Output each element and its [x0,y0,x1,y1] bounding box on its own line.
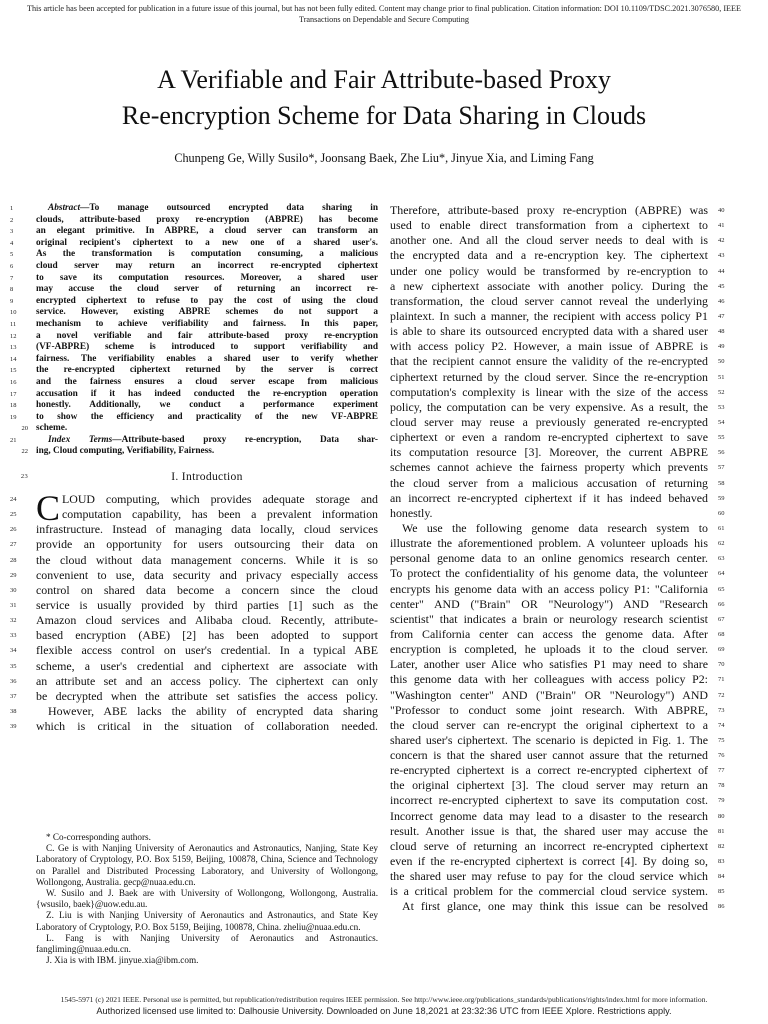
line-text: is able to share its outsourced encrypted data with a shared user [390,324,708,339]
text-line [10,318,378,331]
line-number: 19 [10,413,17,421]
line-text: To protect the confidentiality of his genome data, the volunteer [390,566,708,581]
text-line [390,384,725,400]
line-text: the shared user may refuse to pay for the cloud service which [390,869,708,884]
line-text: the re-encrypted ciphertext returned by the server is correct [36,365,378,376]
line-number: 29 [10,571,17,579]
text-line [390,339,725,354]
line-number: 53 [718,403,725,411]
text-line [10,295,378,308]
line-number: 2 [10,216,14,224]
line-text: its computation resource [3]. Moreover, the current ABPRE [390,445,708,460]
line-text: service. However, existing ABPRE schemes do not support a [36,307,378,318]
text-line [390,884,725,899]
text-line [10,353,378,366]
line-number: 14 [10,355,17,363]
line-text: plaintext. In such a manner, the recipient with access policy P1 [390,308,708,323]
line-number: 38 [10,708,17,716]
line-number: 81 [718,827,725,835]
line-number: 83 [718,858,725,866]
text-line [390,490,725,506]
text-line [10,643,378,658]
line-text: honestly. [390,505,433,520]
journal-header [20,4,748,25]
line-text: even if the re-encrypted ciphertext is correct [4]. By doing so, [390,854,708,869]
author-list: Chunpeng Ge, Willy Susilo*, Joonsang Baek, Zhe Liu*, Jinyue Xia, and Liming Fang [174,151,594,165]
line-text: "Professor to conduct some joint research. With ABPRE, [390,702,708,717]
line-text: cloud serve of returning an incorrect re-encrypted ciphertext [390,838,708,853]
line-number: 42 [718,237,725,245]
footnotes [36,832,378,966]
text-line [10,272,378,285]
text-line [390,581,725,597]
line-number: 32 [10,617,17,625]
text-line [10,203,378,215]
text-line [10,342,378,354]
line-text: the cloud server from a malicious accusation of returning [390,475,708,490]
line-number: 4 [10,239,14,247]
text-line [10,434,378,447]
text-line [390,611,725,627]
line-text: the original ciphertext [3]. The cloud server may return an [390,778,708,793]
text-line [390,763,725,778]
line-number: 9 [10,297,14,305]
line-number: 60 [718,509,725,517]
line-number: 5 [10,251,14,259]
line-number: 1 [10,205,14,212]
text-line [390,430,725,445]
line-text: policy, the computation can be very expensive. As a result, the [390,399,708,414]
line-number: 21 [10,436,17,444]
line-text: incorrect re-encrypted ciphertext to save its computation cost. [390,793,708,808]
text-line [10,214,378,227]
line-number: 36 [10,677,17,685]
line-number: 49 [718,343,725,351]
text-line [390,520,725,536]
line-number: 33 [10,632,17,640]
text-line [10,552,378,568]
lead-word: Abstract [48,203,81,213]
text-line [10,307,378,319]
line-text: cloud server may reuse a previously generated re-encrypted [390,414,708,429]
line-text: an elegant primitive. In ABPRE, a cloud server can transform an [36,226,378,237]
line-number: 23 [20,473,28,481]
text-line [390,657,725,672]
line-number: 37 [10,692,17,700]
line-text: flexible access control on user's credential. In a typical ABE [36,643,378,658]
line-number: 59 [718,494,725,502]
line-number: 11 [10,320,17,328]
line-text: control on shared data become a concern since the cloud [36,582,378,597]
text-line [390,793,725,808]
line-text: accusation if it has indeed conducted the re-encryption operation [36,388,378,399]
text-line [10,582,378,598]
line-number: 86 [718,903,725,911]
line-text: scheme. [36,423,68,434]
text-line [390,475,725,491]
line-text: this genome data with her colleagues with access policy P2: [390,672,708,687]
line-number: 43 [718,252,725,260]
line-text: under one policy would be transformed by re-encryption to [390,263,708,278]
line-number: 58 [718,479,725,487]
text-line [390,748,725,763]
text-line [10,388,378,401]
footnote: * Co-corresponding authors. [46,832,151,842]
line-number: 54 [718,418,725,426]
line-number: 48 [718,328,725,336]
line-text: schemes cannot achieve the fairness property which prevents [390,460,708,475]
line-number: 82 [718,842,725,850]
line-text: encrypted ciphertext to refuse to pay the cost of using the cloud [36,295,378,306]
line-number: 85 [718,888,725,896]
line-number: 47 [718,312,725,320]
line-number: 74 [718,721,725,729]
line-text: transformation, the cloud server cannot reveal the underlying [390,293,708,308]
text-line [390,445,725,460]
line-text: "Washington center" AND ("Brain" OR "Neurology") AND [390,687,708,702]
text-line [390,808,725,824]
line-number: 67 [718,615,725,623]
text-line [390,248,725,263]
text-line [390,293,725,309]
text-line [10,719,378,734]
footnote: W. Susilo and J. Baek are with University of Wollongong, Wollongong, Australia. {wsusilo, baek}@uow.edu.au. [36,888,378,910]
text-line [390,642,725,657]
text-line [390,505,725,521]
line-text: Index Terms—Attribute-based proxy re-encryption, Data shar- [48,434,378,445]
left-column [10,203,378,734]
text-line [390,233,725,248]
text-line [390,218,725,233]
line-text: As the transformation is computation consuming, a malicious [36,249,378,260]
line-number: 35 [10,662,17,670]
header-line-1: This article has been accepted for publication in a future issue of this journal, but has not been fully edited. Content may change prior to final publication. Citation information: DOI 10.1109/TDSC.2021.3076580, IEEE [26,4,742,13]
line-text: another one. And all the cloud server needs to deal with is [390,233,708,248]
line-number: 31 [10,602,17,610]
license-footer: Authorized licensed use limited to: Dalhousie University. Downloaded on June 18,2021 at 23:32:36 UTC from IEEE Xplore. Restrictions apply. [96,1006,672,1016]
text-line [390,778,725,793]
line-number: 68 [718,630,725,638]
text-line [390,399,725,415]
line-text: illustrate the aforementioned problem. A volunteer uploads his [390,536,708,551]
line-text: an incorrect re-encrypted ciphertext if it has indeed behaved [390,490,708,505]
text-line [10,376,378,389]
line-text: computation capability, has been a prevalent information [62,507,378,522]
line-number: 28 [10,556,17,564]
text-line [21,423,378,435]
line-number: 51 [718,373,725,381]
line-text: be decrypted when the attribute set satisfies the access policy. [36,688,378,703]
line-text: an attribute set and an access policy. The ciphertext can only [36,673,378,688]
line-text: is a critical problem for the commercial cloud service system. [390,884,708,899]
line-number: 61 [718,524,725,532]
lead-word: Index Terms [48,434,113,445]
section-title: I. Introduction [171,470,243,484]
line-number: 55 [718,434,725,442]
line-number: 72 [718,691,725,699]
line-number: 69 [718,646,725,654]
line-number: 71 [718,676,725,684]
line-number: 76 [718,752,725,760]
line-text: Abstract—To manage outsourced encrypted data sharing in [48,203,378,213]
line-number: 15 [10,367,17,375]
text-line [10,628,378,643]
line-number: 26 [10,526,17,534]
line-number: 18 [10,402,17,410]
line-text: service is usually provided by third parties [1] such as the [36,598,378,613]
line-text: clouds, attribute-based proxy re-encryption (ABPRE) has become [36,214,378,225]
drop-cap: C [36,488,61,529]
header-line-2: Transactions on Dependable and Secure Computing [298,14,469,24]
line-text: shared user's ciphertext. The scenario is depicted in Fig. 1. The [390,732,708,747]
text-line [390,869,725,884]
copyright-footer: 1545-5971 (c) 2021 IEEE. Personal use is permitted, but republication/redistribution requires IEEE permission. See http://www.ieee.org/publications_standards/publications/rights/index.html for more information. [60,995,708,1004]
text-line [390,626,725,642]
text-line [390,899,725,914]
paper-title [30,62,738,134]
line-number: 44 [718,267,725,275]
line-text: ciphertext or even a random re-encrypted ciphertext to save [390,430,708,445]
line-text: Amazon cloud services and Alibaba cloud. Recently, attribute- [36,613,378,628]
line-text: from California center can access the genome data. After [390,626,708,641]
line-text: re-encrypted ciphertext is a correct re-encrypted ciphertext of [390,763,708,778]
introduction-text [10,488,378,734]
line-text: concern is that the shared user cannot assure that the returned [390,748,708,763]
text-line [390,687,725,703]
text-line [390,354,725,369]
text-line [390,460,725,475]
text-line [10,688,378,704]
text-line [390,536,725,551]
text-line [10,400,378,412]
line-number: 78 [718,782,725,790]
text-line [10,237,378,250]
line-number: 75 [718,736,725,744]
line-text: result. Another issue is that, the shared user may accuse the [390,823,708,838]
text-line [10,284,378,296]
text-line [10,249,378,261]
line-number: 6 [10,262,14,270]
text-line [390,823,725,839]
text-line [10,260,378,273]
line-number: 10 [10,309,17,317]
line-text: to show the efficiency and practicality of the new VF-ABPRE [36,411,378,422]
text-line [390,551,725,566]
text-line [10,658,378,674]
line-text: the cloud server can re-encrypt the original ciphertext to a [390,717,708,732]
text-line [10,704,378,719]
line-text: and the fairness ensures a cloud server escape from malicious [36,376,378,387]
line-number: 50 [718,358,725,366]
line-number: 34 [10,647,17,655]
line-text: convenient to use, data security and privacy especially access [36,567,378,582]
line-number: 13 [10,344,17,352]
line-text: ciphertext returned by the cloud server. Since the re-encryption [390,369,708,384]
line-text: However, ABE lacks the ability of encrypted data sharing [48,704,378,719]
line-text: scheme, a user's credential and ciphertext are associate with [36,658,378,673]
line-number: 30 [10,586,17,594]
text-line [10,492,378,507]
line-text: used to enable direct transformation from a ciphertext to [390,218,708,233]
line-number: 7 [10,274,14,282]
line-text: personal genome data to an online genomics research center. [390,551,708,566]
line-number: 20 [21,425,28,433]
line-number: 64 [718,570,725,578]
line-text: Therefore, attribute-based proxy re-encryption (ABPRE) was [390,203,708,217]
line-text: ing, Cloud computing, Verifiability, Fairness. [36,446,215,457]
line-text: scientist" that indicates a brain or neurology research scientist [390,611,708,626]
line-text: a novel verifiable and fair attribute-based proxy re-encryption [36,330,378,341]
text-line [390,596,725,612]
line-text: a new ciphertext associate with another policy. During the [390,278,708,293]
line-text: mechanism to achieve verifiability and fairness. In this paper, [36,318,378,329]
line-text: Incorrect genome data may lead to a disaster to the research [390,808,708,823]
line-number: 66 [718,600,725,608]
line-number: 57 [718,464,725,472]
text-line [10,365,378,377]
line-number: 45 [718,282,725,290]
text-line [390,414,725,430]
line-text: LOUD computing, which provides adequate storage and [62,492,378,507]
text-line [21,446,378,458]
text-line [390,838,725,854]
line-text: encrypts his genome data with an access policy P1: "California [390,581,708,596]
text-line [390,369,725,385]
text-line [10,330,378,343]
line-text: that the recipient cannot ensure the validity of the re-encrypted [390,354,708,369]
text-line [390,732,725,748]
line-text: may accuse the cloud server of returning an incorrect re- [36,284,378,295]
line-number: 39 [10,723,17,731]
line-text: the cloud without data management concerns. While it is so [36,552,378,567]
line-text: cloud server may return an incorrect re-encrypted ciphertext [36,260,378,271]
line-number: 25 [10,511,17,519]
line-text: computation's complexity is linear with the size of the access [390,384,708,399]
line-text: to save its computation resources. Moreover, a shared user [36,272,378,283]
line-text: center" AND ("Brain" OR "Neurology") AND "Research [390,596,708,611]
text-line [390,854,725,869]
line-number: 8 [10,286,14,294]
line-number: 27 [10,541,17,549]
line-text: infrastructure. Instead of managing data locally, cloud services [36,522,378,537]
text-line [390,203,725,218]
line-text: fairness. The verifiability enables a shared user to verify whether [36,353,378,364]
line-number: 22 [21,448,28,456]
line-number: 41 [718,222,725,230]
text-line [10,567,378,583]
text-line [390,566,725,581]
line-number: 52 [718,388,725,396]
line-number: 77 [718,767,725,775]
line-number: 56 [718,449,725,457]
right-column [390,203,725,915]
footnote: J. Xia is with IBM. jinyue.xia@ibm.com. [46,955,199,966]
text-line [10,522,378,537]
line-text: Later, another user Alice who satisfies P1 may need to share [390,657,708,672]
line-number: 40 [718,207,725,214]
line-text: encryption is completed, he uploads it to the cloud server. [390,642,708,657]
line-text: the encrypted data and a re-encryption key. The ciphertext [390,248,708,263]
line-text: with access policy P2. However, a main issue of ABPRE is [390,339,708,354]
line-number: 63 [718,555,725,563]
section-heading [20,462,378,492]
text-line [390,308,725,324]
text-line [390,672,725,687]
footnote: C. Ge is with Nanjing University of Aeronautics and Astronautics, Nanjing, State Key Laboratory of Cryptology, P.O. Box 5159, Beijing, 100878, China, Science and Technology on Parallel and Distributed Processing Laboratory, and University of Wollongong, Wollongong, Australia. gecp@nuaa.edu.cn. [36,843,378,887]
text-line [10,673,378,689]
line-number: 73 [718,706,725,714]
text-line [10,507,378,522]
line-text: We use the following genome data research system to [402,520,708,535]
abstract [10,203,378,458]
line-number: 16 [10,378,17,386]
line-number: 65 [718,585,725,593]
text-line [390,263,725,279]
text-line [10,226,378,238]
footnote: Z. Liu is with Nanjing University of Aeronautics and Astronautics, and State Key Laboratory of Cryptology, P.O. Box 5159, Beijing, 100878, China. zheliu@nuaa.edu.cn. [36,910,378,932]
line-number: 80 [718,812,725,820]
line-number: 79 [718,797,725,805]
line-text: provide an opportunity for users outsourcing their data on [36,537,378,552]
footnote: L. Fang is with Nanjing University of Aeronautics and Astronautics. fangliming@nuaa.edu.cn. [36,932,378,955]
text-line [10,598,378,613]
title-line-2: Re-encryption Scheme for Data Sharing in Clouds [121,101,647,130]
line-number: 3 [10,228,14,236]
text-line [390,717,725,733]
text-line [390,702,725,718]
line-number: 24 [10,496,17,504]
line-text: At first glance, one may think this issue can be resolved [402,899,708,914]
title-line-1: A Verifiable and Fair Attribute-based Proxy [157,65,611,94]
line-number: 12 [10,332,17,340]
line-number: 46 [718,297,725,305]
line-number: 70 [718,661,725,669]
text-line [10,613,378,628]
line-number: 17 [10,390,17,398]
line-text: (VF-ABPRE) scheme is introduced to support verifiability and [36,342,378,353]
line-number: 84 [718,873,725,881]
line-text: based encryption (ABE) [2] has been adopted to support [36,628,378,643]
text-line [390,278,725,294]
text-line [390,324,725,339]
text-line [10,411,378,424]
line-text: original recipient's ciphertext to a new one of a shared user's. [36,237,378,248]
line-number: 62 [718,540,725,548]
line-text: honestly. Additionally, we conduct a performance experiment [36,400,378,411]
line-text: which is critical in the situation of collaboration needed. [36,719,378,734]
text-line [10,537,378,552]
